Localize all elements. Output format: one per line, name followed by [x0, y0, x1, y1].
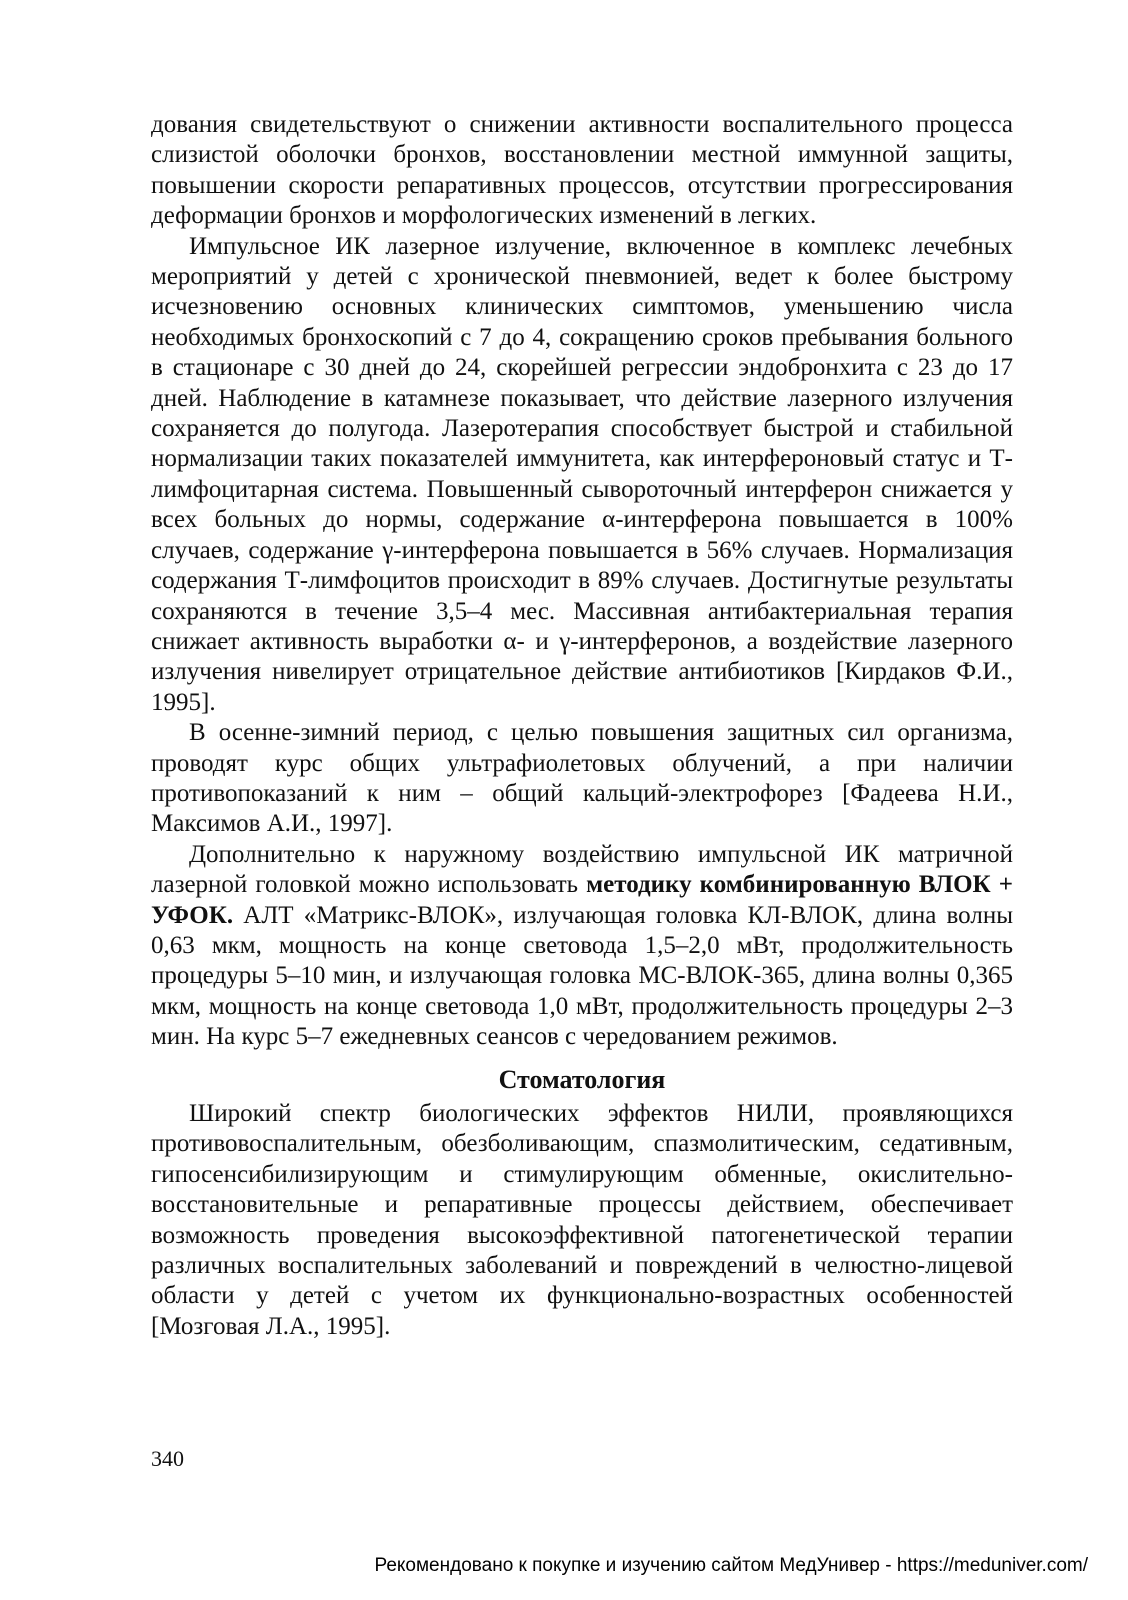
paragraph-laser-ir: Импульсное ИК лазерное излучение, включенное в комплекс лечебных мероприятий у детей с хронической пневмонией, ведет к более быстрому исчезновению основных клинических симптомов, уменьшению числа необходимых бронхоскопий с 7 до 4, сокращению сроков пребывания больного в стационаре с 30 дней до 24, скорейшей регрессии эндобронхита с 23 до 17 дней. Наблюдение в катамнезе показывает, что действие лазерного излучения сохраняется до полугода. Лазеротерапия способствует быстрой и стабильной нормализации таких показателей иммунитета, как интерфероновый статус и Т-лимфоцитарная система. Повышенный сывороточный интерферон снижается у всех больных до нормы, содержание α-интерферона повышается в 100% случаев, содержание γ-интерферона повышается в 56% случаев. Нормализация содержания Т-лимфоцитов происходит в 89% случаев. Достигнутые результаты сохраняются в течение 3,5–4 мес. Массивная антибактериальная терапия снижает активность выработки α- и γ-интерферонов, а воздействие лазерного излучения нивелирует отрицательное действие антибиотиков [Кирдаков Ф.И., 1995]. — [151, 232, 1013, 716]
paragraph-continuation: дования свидетельствуют о снижении активности воспалительного процесса слизистой оболочки бронхов, восстановлении местной иммунной защиты, повышении скорости репаративных процессов, отсутствии прогрессирования деформации бронхов и морфологических изменений в легких. — [151, 111, 1013, 230]
method-name-bold: методику комбинированную ВЛОК + УФОК. — [151, 871, 1013, 929]
paragraph-autumn-winter: В осенне-зимний период, с целью повышения защитных сил организма, проводят курс общих ультрафиолетовых облучений, а при наличии противопоказаний к ним – общий кальций-электрофорез [Фадеева Н.И., Максимов А.И., 1997]. — [151, 719, 1013, 838]
document-body — [151, 110, 1013, 1342]
paragraph-vlok-start: Дополнительно к наружному воздействию импульсной ИК матричной лазерной головкой можно использовать — [151, 840, 1013, 899]
paragraph-stomatology: Широкий спектр биологических эффектов НИЛИ, проявляющихся противовоспалительным, обезболивающим, спазмолитическим, седативным, гипосенсибилизирующим и стимулирующим обменные, окислительно-восстановительные и репаративные процессы действием, обеспечивает возможность проведения высокоэффективной патогенетической терапии различных воспалительных заболеваний и повреждений в челюстно-лицевой области у детей с учетом их функционально-возрастных особенностей [Мозговая Л.А., 1995]. — [151, 1100, 1013, 1340]
section-heading-stomatology: Стоматология — [498, 1064, 666, 1094]
footer-recommendation: Рекомендовано к покупке и изучению сайтом МедУнивер - https://meduniver.com/ — [374, 1555, 1088, 1576]
paragraph-vlok-end: АЛТ «Матрикс-ВЛОК», излучающая головка КЛ-ВЛОК, длина волны 0,63 мкм, мощность на конце световода 1,5–2,0 мВт, продолжительность процедуры 5–10 мин, и излучающая головка МС-ВЛОК-365, длина волны 0,365 мкм, мощность на конце световода 1,0 мВт, продолжительность процедуры 2–3 мин. На курс 5–7 ежедневных сеансов с чередованием режимов. — [151, 901, 1013, 1051]
page-number: 340 — [151, 1446, 184, 1471]
paragraph-vlok-ufok — [151, 840, 1013, 1053]
